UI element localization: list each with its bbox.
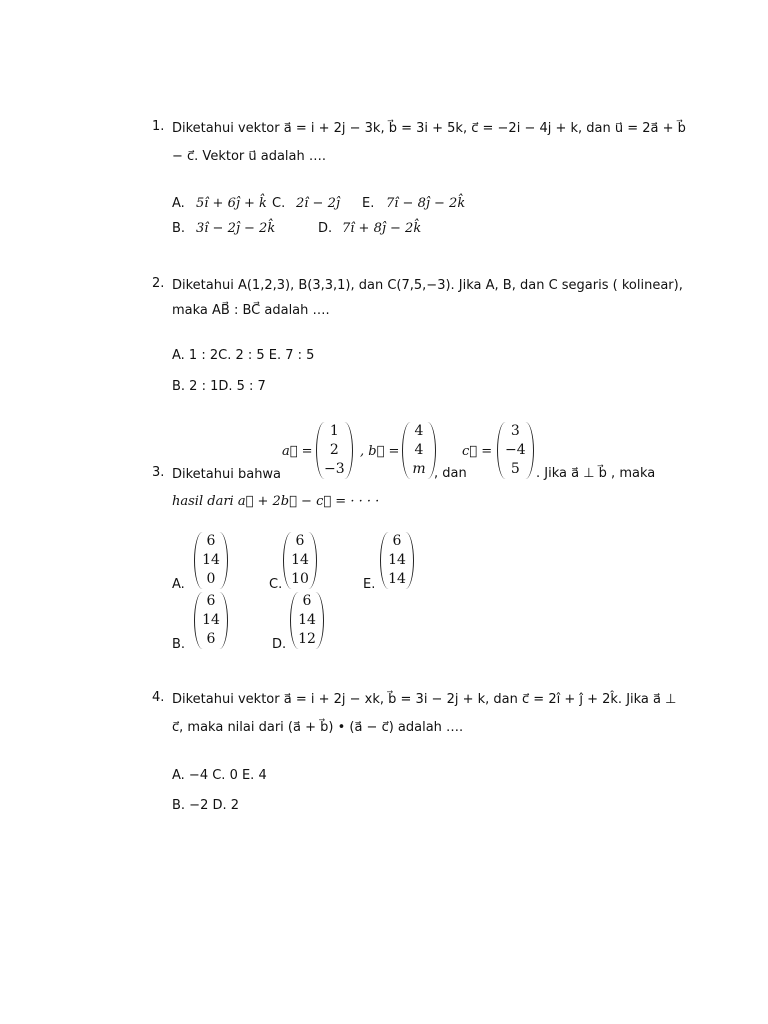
question-3-line-2: hasil dari a⃗ + 2b⃗ − c⃗ = · · · · xyxy=(172,494,380,509)
jika-text: . Jika a⃗ ⊥ b⃗ , maka xyxy=(536,466,656,481)
question-3-option-c-matrix xyxy=(283,532,317,589)
option-a-component-1: 6 xyxy=(206,533,216,549)
option-d-text: 7î + 8ĵ − 2k̂ xyxy=(342,221,422,236)
question-4-line-1: Diketahui vektor a⃗ = i + 2j − xk, b⃗ = 3i − 2j + k, dan c⃗ = 2î + ĵ + 2k̂. Jika a⃗ ⊥ xyxy=(172,692,677,707)
option-b-component-2: 14 xyxy=(202,612,220,628)
question-3-option-d-matrix xyxy=(290,592,324,649)
question-2-number: 2. xyxy=(152,276,165,291)
vector-c-matrix xyxy=(497,422,534,479)
option-a-component-2: 14 xyxy=(202,552,220,568)
vector-a-component-3: −3 xyxy=(324,461,345,477)
vector-b-component-3: m xyxy=(412,461,426,477)
question-3-intro: Diketahui bahwa xyxy=(172,467,282,482)
vector-c-component-2: −4 xyxy=(505,442,526,458)
vector-a-matrix xyxy=(316,422,353,479)
vector-c-component-1: 3 xyxy=(510,423,520,439)
question-3-number: 3. xyxy=(152,465,165,480)
option-a-text: 5î + 6ĵ + k̂ xyxy=(196,196,267,211)
question-3-option-d-label: D. xyxy=(272,637,287,652)
vector-b-component-1: 4 xyxy=(414,423,424,439)
option-b-component-1: 6 xyxy=(206,593,216,609)
option-d-component-1: 6 xyxy=(302,593,312,609)
vector-a-component-1: 1 xyxy=(329,423,339,439)
option-c-text: 2î − 2ĵ xyxy=(296,196,340,211)
option-c-component-2: 14 xyxy=(291,552,309,568)
vector-a-label: a⃗ = xyxy=(282,444,313,459)
question-2-options-row-1: A. 1 : 2C. 2 : 5 E. 7 : 5 xyxy=(172,348,315,363)
vector-c-label: c⃗ = xyxy=(462,444,493,459)
question-3-option-e-label: E. xyxy=(363,577,376,592)
question-4-options-row-2: B. −2 D. 2 xyxy=(172,798,240,813)
question-3-option-c-label: C. xyxy=(269,577,283,592)
vector-c-component-3: 5 xyxy=(510,461,520,477)
question-3-option-b-matrix xyxy=(194,592,228,649)
question-1-option-e: E. 7î − 8ĵ − 2k̂ xyxy=(362,196,466,211)
question-3-option-e-matrix xyxy=(380,532,414,589)
question-1-option-b: B. 3î − 2ĵ − 2k̂ xyxy=(172,221,276,236)
question-4-number: 4. xyxy=(152,690,165,705)
vector-b-label: , b⃗ = xyxy=(360,444,400,459)
question-1-line-2: − c⃗. Vektor u⃗ adalah …. xyxy=(172,149,327,164)
option-d-component-2: 14 xyxy=(298,612,316,628)
option-b-text: 3î − 2ĵ − 2k̂ xyxy=(196,221,276,236)
question-3-option-b-label: B. xyxy=(172,637,186,652)
option-b-component-3: 6 xyxy=(206,631,216,647)
dan-text: , dan xyxy=(434,466,467,481)
option-e-component-3: 14 xyxy=(388,571,406,587)
question-4-line-2: c⃗, maka nilai dari (a⃗ + b⃗) • (a⃗ − c⃗) adalah …. xyxy=(172,720,464,735)
option-a-component-3: 0 xyxy=(206,571,216,587)
question-1-option-c: C. 2î − 2ĵ xyxy=(272,196,340,211)
vector-a-component-2: 2 xyxy=(329,442,339,458)
option-c-component-1: 6 xyxy=(295,533,305,549)
question-3-option-a-label: A. xyxy=(172,577,185,592)
question-3-option-a-matrix xyxy=(194,532,228,589)
question-1-option-a: A. 5î + 6ĵ + k̂ xyxy=(172,196,267,211)
option-e-component-1: 6 xyxy=(392,533,402,549)
vector-b-component-2: 4 xyxy=(414,442,424,458)
question-2-line-1: Diketahui A(1,2,3), B(3,3,1), dan C(7,5,−3). Jika A, B, dan C segaris ( kolinear), xyxy=(172,278,683,293)
question-4-options-row-1: A. −4 C. 0 E. 4 xyxy=(172,768,267,783)
option-c-component-3: 10 xyxy=(291,571,309,587)
question-1-option-d: D. 7î + 8ĵ − 2k̂ xyxy=(318,221,422,236)
vector-b-matrix xyxy=(402,422,436,479)
question-2-options-row-2: B. 2 : 1D. 5 : 7 xyxy=(172,379,266,394)
question-1-number: 1. xyxy=(152,119,165,134)
question-2-line-2: maka AB⃗ : BC⃗ adalah …. xyxy=(172,303,330,318)
option-d-component-3: 12 xyxy=(298,631,316,647)
option-e-text: 7î − 8ĵ − 2k̂ xyxy=(386,196,466,211)
question-1-line-1: Diketahui vektor a⃗ = i + 2j − 3k, b⃗ = 3i + 5k, c⃗ = −2i − 4j + k, dan u⃗ = 2a⃗ + b⃗ xyxy=(172,121,686,136)
option-e-component-2: 14 xyxy=(388,552,406,568)
